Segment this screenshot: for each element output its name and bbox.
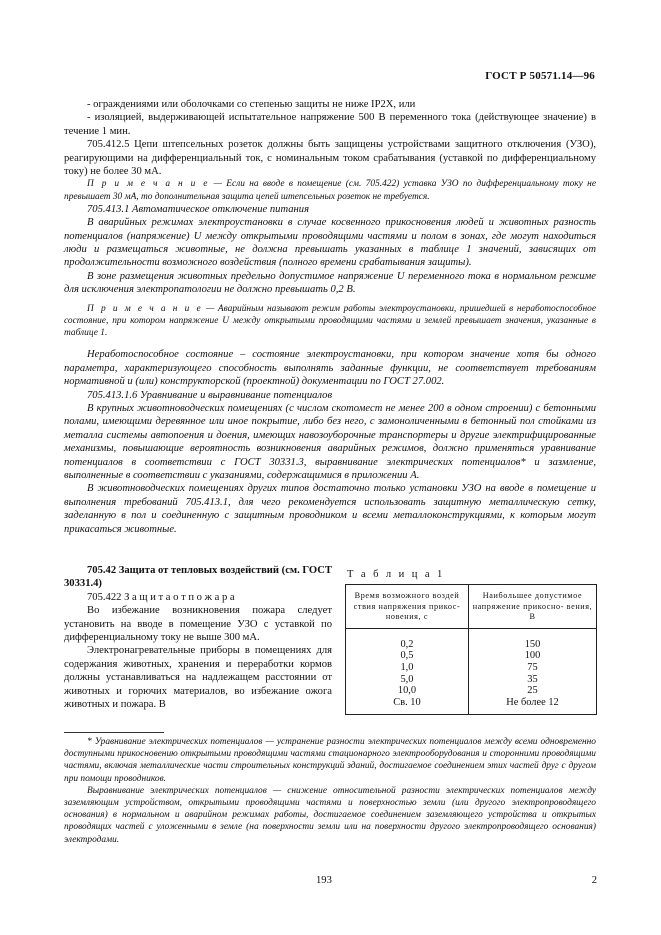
section-heading: 705.413.1 Автоматическое отключение питания <box>87 203 310 215</box>
paragraph: Электронагревательные приборы в помещениях для содержания животных, хранения и переработки кормов должны устанавливаться на надлежащем расстоянии от животных и горючих материалов, во избежание ожога животных и пожара. В <box>64 645 332 711</box>
table-cell-voltage: 100 <box>468 650 596 662</box>
note-text: — Если на вводе в помещение (см. 705.422) уставка УЗО по дифференциальному току не превышает 30 мА, то дополнительная защита цепей штепсельных розеток не требуется. <box>64 179 596 202</box>
table-row <box>346 674 597 686</box>
paragraph: В крупных животноводческих помещениях (с числом скотомест не менее 200 в одном строении) с бетонными полами, имеющими деревянное или иное покрытие, либо без него, с замоноличенными в бетонный пол стойками из металла системы автопоения и доения, имеющих навозоуборочные транспортеры и другие электрифицированные механизмы, повышающие вероятность возникновения аварийных режимов, должно применяться уравнивание потенциалов в соответствии с ГОСТ 30331.3, выравнивание электрических потенциалов* и зазмление, выполненные в соответствии с указаниями, содержащимися в приложении А. <box>64 402 596 481</box>
footnote: Выравнивание электрических потенциалов — снижение относительной разности электрических потенциалов между заземляющим устройством, открытыми проводящими частями и поверхностью земли (или другого электропроводящего основания) в нормальном и аварийном режимах работы, достигаемое соединением заземляющего устройства и открытых проводящих частей с уложенными в земле (на поверхности земли или на поверхности другого электропроводящего основания) электродами. <box>64 785 596 845</box>
table-cell-time: 0,5 <box>346 650 469 662</box>
document-header: ГОСТ Р 50571.14—96 <box>485 70 595 82</box>
table-cell-time: Св. 10 <box>346 697 469 715</box>
page-number: 193 <box>316 875 332 886</box>
paragraph: Неработоспособное состояние – состояние электроустановки, при котором значение хотя бы одного параметра, характеризующего способность выполнять заданные функции, не соответствует требованиям нормативной и (или) конструкторской (проектной) документации по ГОСТ 27.002. <box>64 349 596 388</box>
paragraph: - изоляцией, выдерживающей испытательное напряжение 500 В переменного тока (действующее значение) в течение 1 мин. <box>64 112 596 137</box>
table-cell-voltage: 75 <box>468 662 596 674</box>
table-cell-voltage: 35 <box>468 674 596 686</box>
table-caption: Т а б л и ц а 1 <box>347 569 445 580</box>
table-cell-time: 5,0 <box>346 674 469 686</box>
paragraph: - ограждениями или оболочками со степенью защиты не ниже IP2X, или <box>87 99 416 110</box>
note <box>64 303 596 340</box>
table-cell-voltage: 150 <box>468 628 596 650</box>
subsection-heading: 705.422 З а щ и т а о т п о ж а р а <box>87 591 235 603</box>
table-cell-voltage: 25 <box>468 685 596 697</box>
table-row <box>346 685 597 697</box>
footnote: * Уравнивание электрических потенциалов — устранение разности электрических потенциалов между всеми одновременно доступными прикосновению открытыми проводящими частями стационарного электрооборудования и сторонними проводящими частями, включая металлические части строительных конструкций зданий, достигаемое соединением этих частей друг с другом при помощи проводников. <box>64 737 596 784</box>
paragraph: В зоне размещения животных предельно допустимое напряжение U переменного тока в нормальном режиме для исключения электропатологии не должно превышать 0,2 В. <box>64 270 596 296</box>
table-cell-time: 0,2 <box>346 628 469 650</box>
section-heading: 705.413.1.6 Уравнивание и выравнивание потенциалов <box>87 389 333 401</box>
sheet-number: 2 <box>591 875 597 886</box>
main-text <box>64 98 596 536</box>
table-cell-time: 1,0 <box>346 662 469 674</box>
table-cell-voltage: Не более 12 <box>468 697 596 715</box>
note <box>64 178 596 202</box>
table-row <box>346 697 597 715</box>
footnotes <box>64 736 596 846</box>
table-header-voltage: Наибольшее допустимое напряжение прикосно- вения, В <box>468 585 596 629</box>
table-row <box>346 628 597 650</box>
voltage-table <box>345 584 597 715</box>
table-cell-time: 10,0 <box>346 685 469 697</box>
paragraph: В аварийных режимах электроустановки в случае косвенного прикосновения людей и животных разность потенциалов (напряжение) U между открытыми проводящими частями и полом в зонах, где могут находиться люди и размещаться животные, не должна превышать указанных в таблице 1 значений, зависящих от продолжительности возможного воздействия (полного времени срабатывания защиты). <box>64 217 596 269</box>
paragraph: Во избежание возникновения пожара следует установить на вводе в помещение УЗО с уставкой по дифференциальному току не выше 300 мА. <box>64 605 332 644</box>
footnote-divider <box>64 732 164 733</box>
table-header-time: Время возможного воздей ствия напряжения прикос- новения, с <box>346 585 469 629</box>
left-column-text <box>64 564 332 711</box>
table-header-row <box>346 585 597 629</box>
paragraph: В животноводческих помещениях других типов достаточно только установки УЗО на вводе в помещение и выполнения требований 705.413.1, для чего рекомендуется использовать защитную металлическую сетку, заделанную в пол и соединенную с защитным проводником и всеми металлоконструкциями, к которым могут прикасаться животные. <box>64 483 596 535</box>
section-heading: 705.42 Защита от тепловых воздействий (см. ГОСТ 30331.4) <box>64 565 332 590</box>
table-row <box>346 662 597 674</box>
note-text: — Аварийным называют режим работы электроустановки, пришедшей в неработоспособное состояние, при котором напряжение U между открытыми проводящими частями и землей превышает значения, указанные в таблице 1. <box>64 303 596 339</box>
paragraph: 705.412.5 Цепи штепсельных розеток должны быть защищены устройствами защитного отключения (УЗО), реагирующими на дифференциальный ток, с номинальным током срабатывания (уставкой по дифференциальному току) не более 30 мА. <box>64 139 596 178</box>
table-row <box>346 650 597 662</box>
note-label: П р и м е ч а н и е <box>87 179 210 190</box>
note-label: П р и м е ч а н и е <box>87 303 203 314</box>
